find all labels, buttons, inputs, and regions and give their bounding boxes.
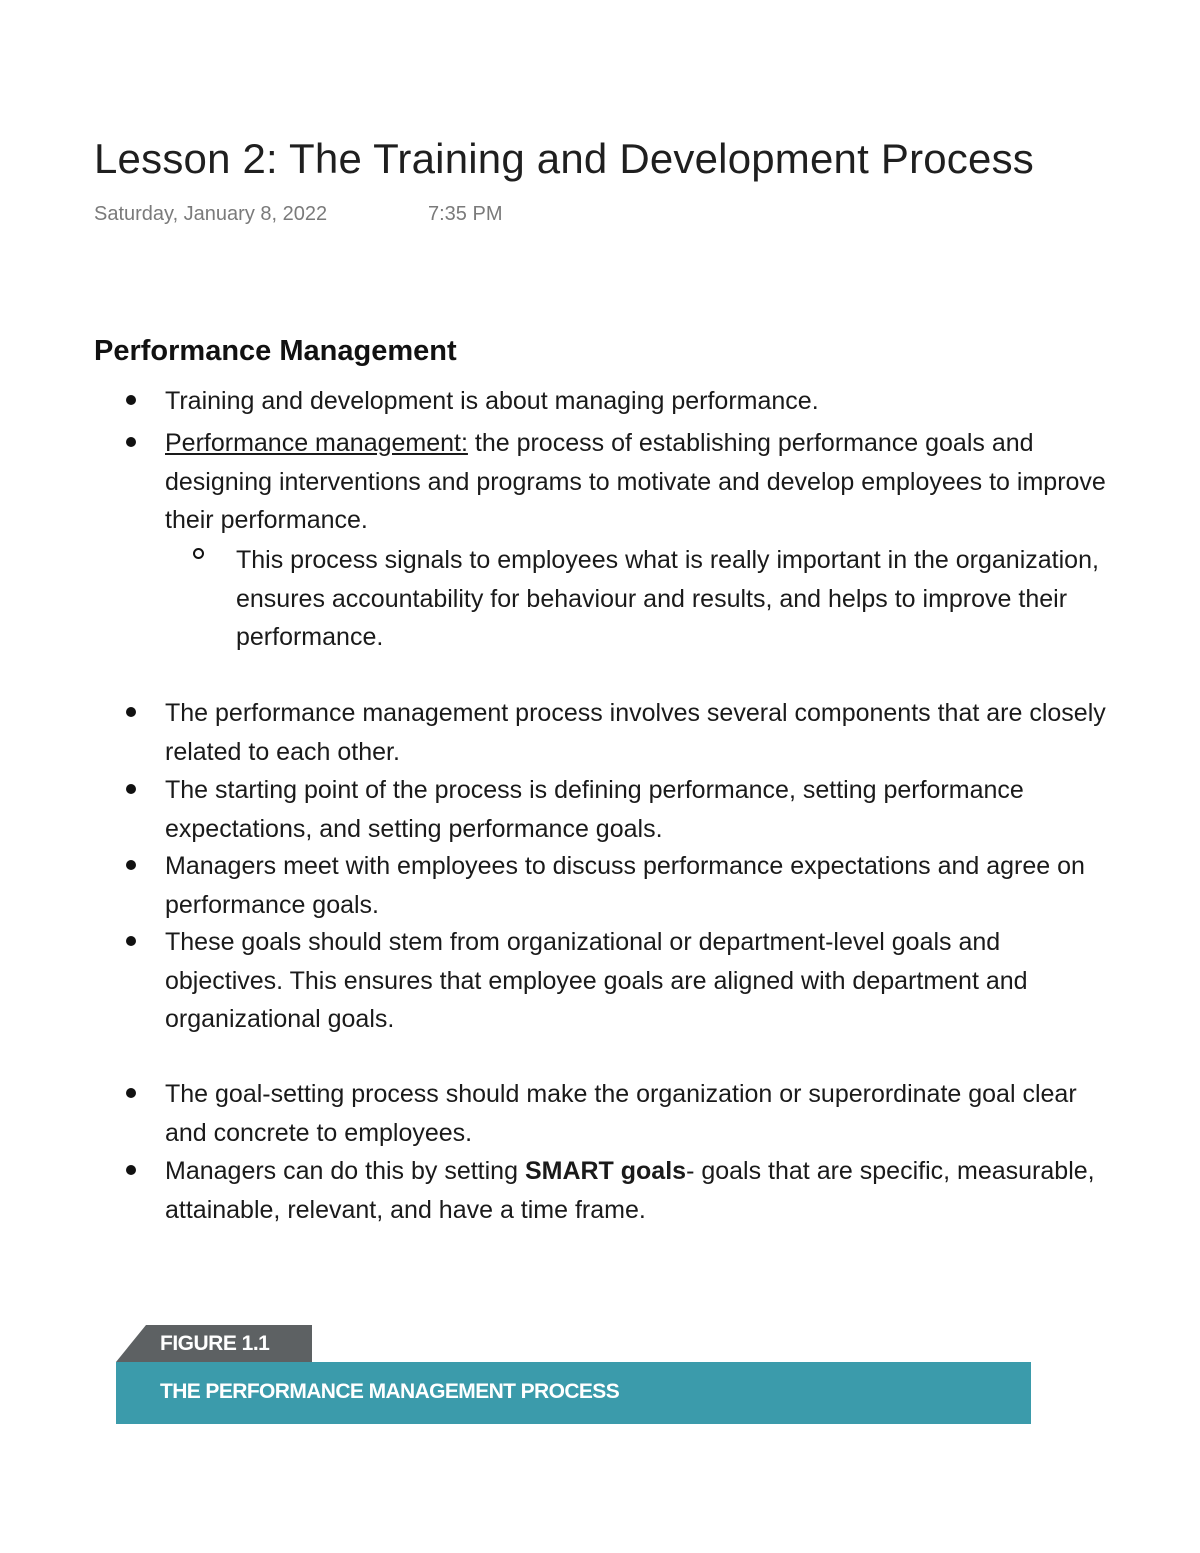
- bullet-icon: [119, 1152, 143, 1191]
- list-item-text: These goals should stem from organizational or department-level goals and objectives. This ensures that employee goals are aligned with department and organizational goals.: [165, 928, 1028, 1033]
- note-date: Saturday, January 8, 2022: [94, 203, 328, 225]
- list-item: [165, 1152, 1125, 1229]
- list-item-text: Managers meet with employees to discuss performance expectations and agree on performance goals.: [165, 852, 1085, 919]
- page-title: Lesson 2: The Training and Development Process: [94, 135, 1034, 182]
- definition-term: Performance management:: [165, 429, 468, 457]
- list-item: [165, 694, 1125, 771]
- bullet-icon: [119, 771, 143, 810]
- list-item: [165, 382, 1125, 421]
- smart-goals-term: SMART goals: [524, 1157, 687, 1185]
- section-heading: Performance Management: [94, 335, 457, 367]
- list-item-text-post: - goals that are specific, measurable, attainable, relevant, and have a time frame.: [165, 1157, 1095, 1224]
- list-item-text: The performance management process involves several components that are closely related to each other.: [165, 699, 1106, 766]
- figure-title: THE PERFORMANCE MANAGEMENT PROCESS: [160, 1380, 620, 1403]
- list-item: [165, 1075, 1125, 1152]
- list-item-text-pre: Managers can do this by setting: [165, 1157, 525, 1185]
- sub-list-item-text: This process signals to employees what is really important in the organization, ensures accountability for behaviour and results, and helps to improve their performance.: [236, 546, 1099, 651]
- list-item-text: The goal-setting process should make the organization or superordinate goal clear and concrete to employees.: [165, 1080, 1077, 1147]
- list-item-text: The starting point of the process is defining performance, setting performance expectations, and setting performance goals.: [165, 776, 1024, 843]
- bullet-icon: [119, 923, 143, 962]
- bullet-icon: [119, 694, 143, 733]
- bullet-icon: [119, 382, 143, 421]
- bullet-icon: [119, 847, 143, 886]
- list-item: [165, 847, 1125, 924]
- bullet-icon: [119, 1075, 143, 1114]
- figure-number: FIGURE 1.1: [160, 1332, 270, 1355]
- figure-banner: [116, 1325, 1031, 1424]
- sub-list-item: [236, 541, 1116, 657]
- list-item: [165, 923, 1125, 1039]
- note-time: 7:35 PM: [428, 203, 503, 225]
- list-item: [165, 771, 1125, 848]
- bullet-icon: [119, 424, 143, 463]
- list-item: [165, 424, 1125, 540]
- definition-text: the process of establishing performance goals and designing interventions and programs to motivate and develop employees to improve their performance.: [165, 429, 1106, 534]
- hollow-bullet-icon: [186, 541, 210, 580]
- list-item-text: Training and development is about managing performance.: [165, 387, 819, 415]
